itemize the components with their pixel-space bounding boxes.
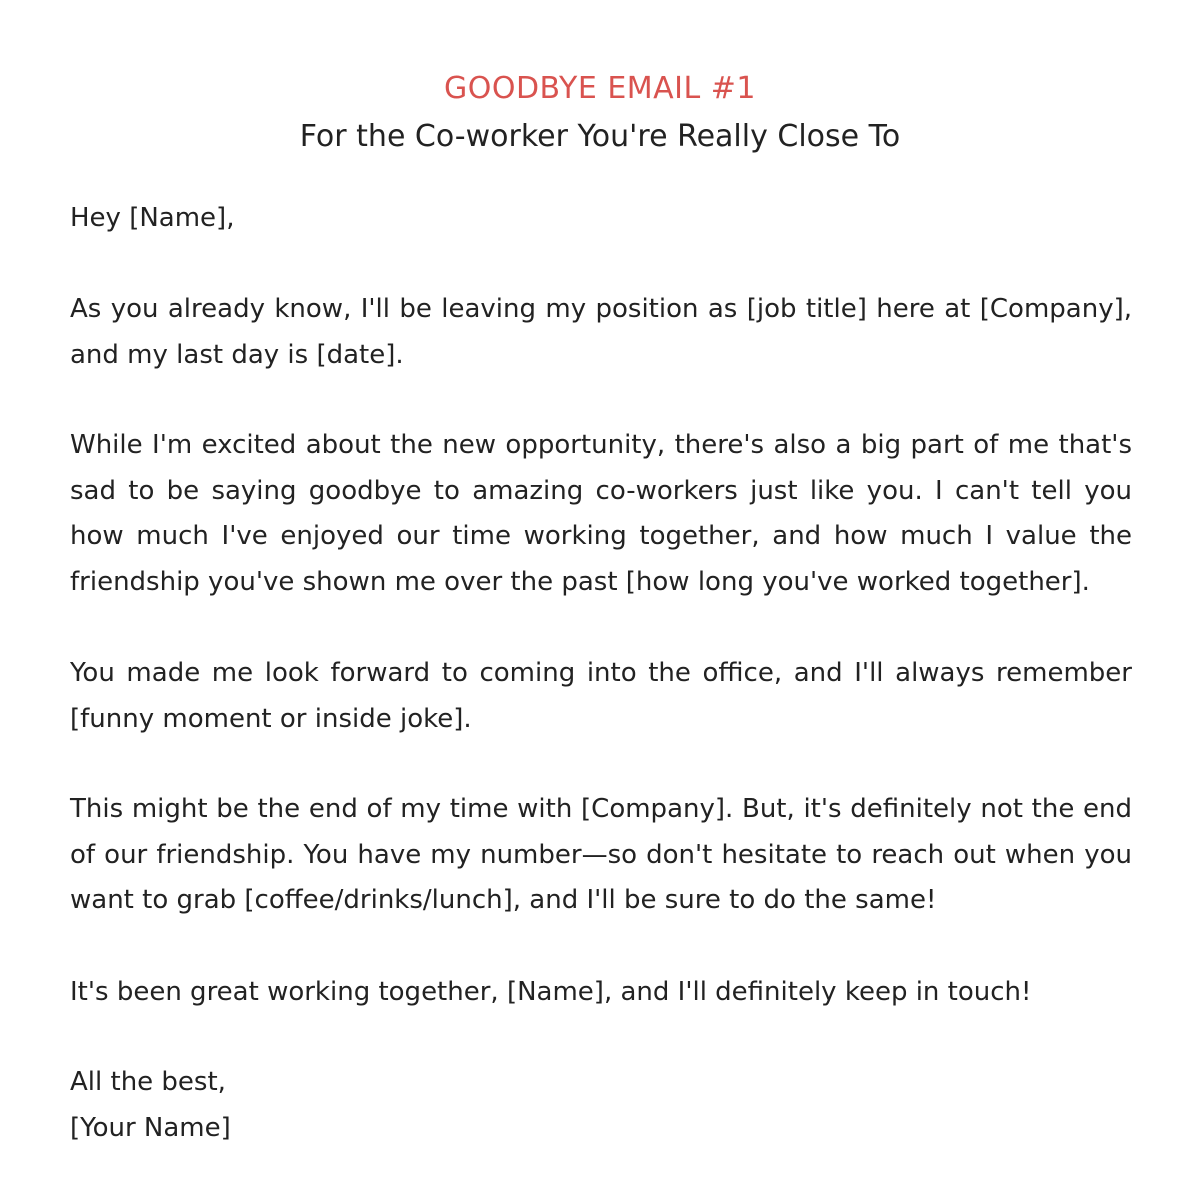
letter-closing	[70, 1060, 1132, 1151]
letter-paragraph-4: This might be the end of my time with [Company]. But, it's definitely not the end of our friendship. You have my number—so don't hesitate to reach out when you want to grab [coffee/drinks/lunch], and I'll be sure to do the same!	[70, 794, 1132, 915]
letter-paragraph-3: You made me look forward to coming into the office, and I'll always remember [funny moment or inside joke].	[70, 658, 1132, 734]
letter-paragraph-2: While I'm excited about the new opportunity, there's also a big part of me that's sad to be saying goodbye to amazing co-workers just like you. I can't tell you how much I've enjoyed our time working together, and how much I value the friendship you've shown me over the past [how long you've worked together].	[70, 430, 1132, 597]
letter-paragraph-5: It's been great working together, [Name], and I'll definitely keep in touch!	[70, 977, 1032, 1007]
page-subtitle: For the Co-worker You're Really Close To	[299, 119, 901, 154]
letter-signature: [Your Name]	[70, 1112, 231, 1143]
letter-paragraph-1: As you already know, I'll be leaving my position as [job title] here at [Company], and my last day is [date].	[70, 294, 1132, 370]
page-title: GOODBYE EMAIL #1	[443, 71, 756, 106]
letter-greeting: Hey [Name],	[70, 203, 235, 233]
letter-signoff: All the best,	[70, 1067, 226, 1097]
